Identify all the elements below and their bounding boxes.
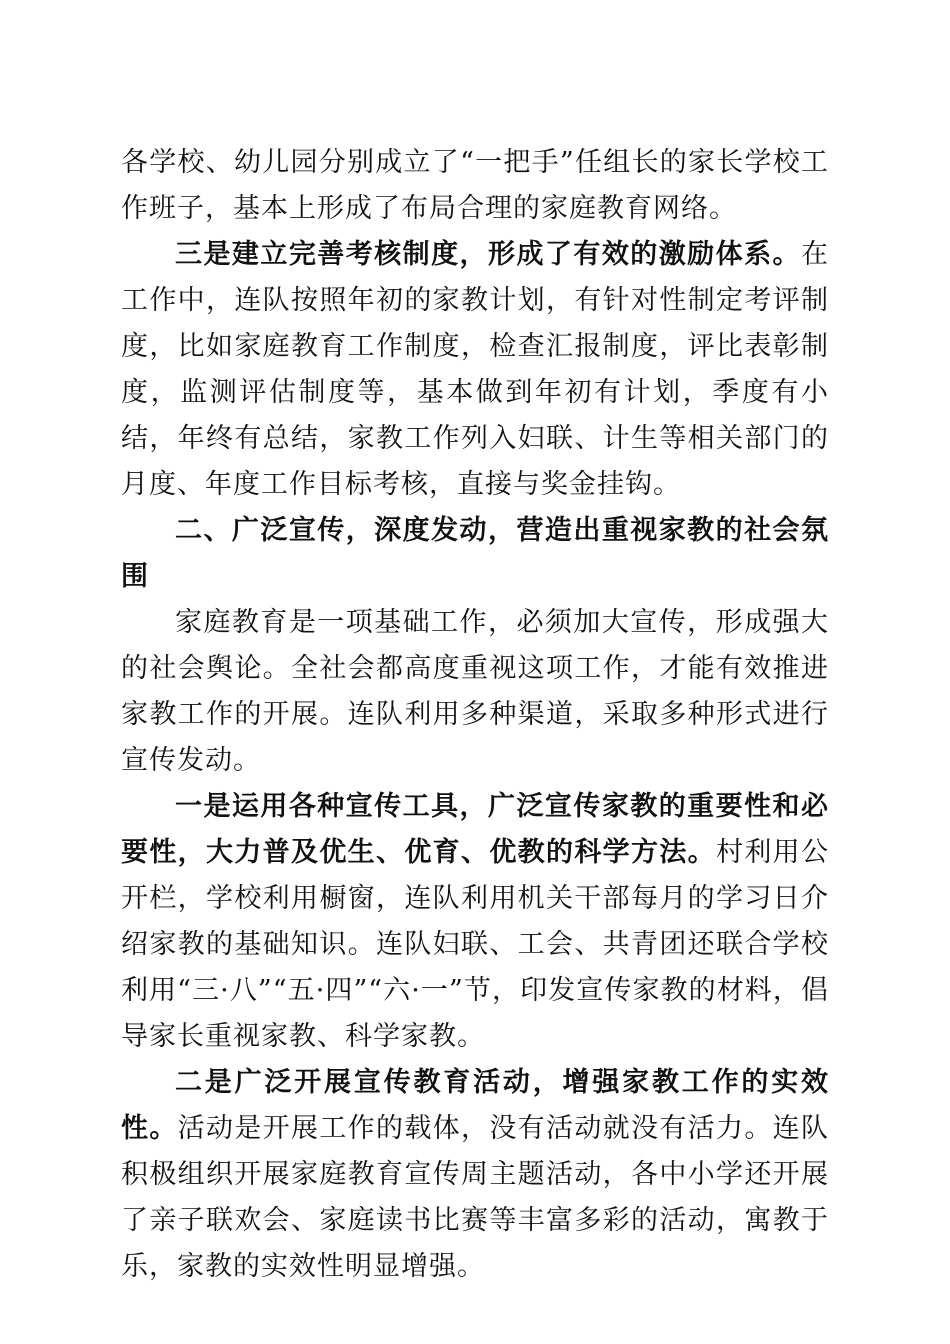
paragraph-4 — [121, 784, 829, 1060]
section-heading: 二、广泛宣传，深度发动，营造出重视家教的社会氛围 — [121, 515, 829, 592]
paragraph-1 — [121, 140, 829, 232]
document-body — [121, 140, 829, 1290]
paragraph-4-text: 村利用公开栏，学校利用橱窗，连队利用机关干部每月的学习日介绍家教的基础知识。连队妇联、工会、共青团还联合学校利用“三·八”“五·四”“六·一”节，印发宣传家教的材料，倡导家长重视家教、科学家教。 — [121, 837, 829, 1052]
paragraph-2 — [121, 232, 829, 508]
paragraph-5-lead: 二是广泛开展宣传教育活动，增强家教工作的实效性。 — [121, 1067, 829, 1144]
paragraph-5-text: 活动是开展工作的载体，没有活动就没有活力。连队积极组织开展家庭教育宣传周主题活动，各中小学还开展了亲子联欢会、家庭读书比赛等丰富多彩的活动，寓教于乐，家教的实效性明显增强。 — [121, 1113, 830, 1282]
paragraph-1-text: 各学校、幼儿园分别成立了“一把手”任组长的家长学校工作班子，基本上形成了布局合理的家庭教育网络。 — [121, 147, 829, 224]
paragraph-2-text: 在工作中，连队按照年初的家教计划，有针对性制定考评制度，比如家庭教育工作制度，检查汇报制度，评比表彰制度，监测评估制度等，基本做到年初有计划，季度有小结，年终有总结，家教工作列入妇联、计生等相关部门的月度、年度工作目标考核，直接与奖金挂钩。 — [121, 239, 829, 500]
paragraph-2-lead: 三是建立完善考核制度，形成了有效的激励体系。 — [175, 239, 801, 270]
paragraph-5 — [121, 1060, 829, 1290]
paragraph-4-lead: 一是运用各种宣传工具，广泛宣传家教的重要性和必要性，大力普及优生、优育、优教的科学方法。 — [121, 791, 829, 868]
paragraph-3 — [121, 600, 829, 784]
paragraph-3-text: 家庭教育是一项基础工作，必须加大宣传，形成强大的社会舆论。全社会都高度重视这项工作，才能有效推进家教工作的开展。连队利用多种渠道，采取多种形式进行宣传发动。 — [121, 607, 829, 776]
